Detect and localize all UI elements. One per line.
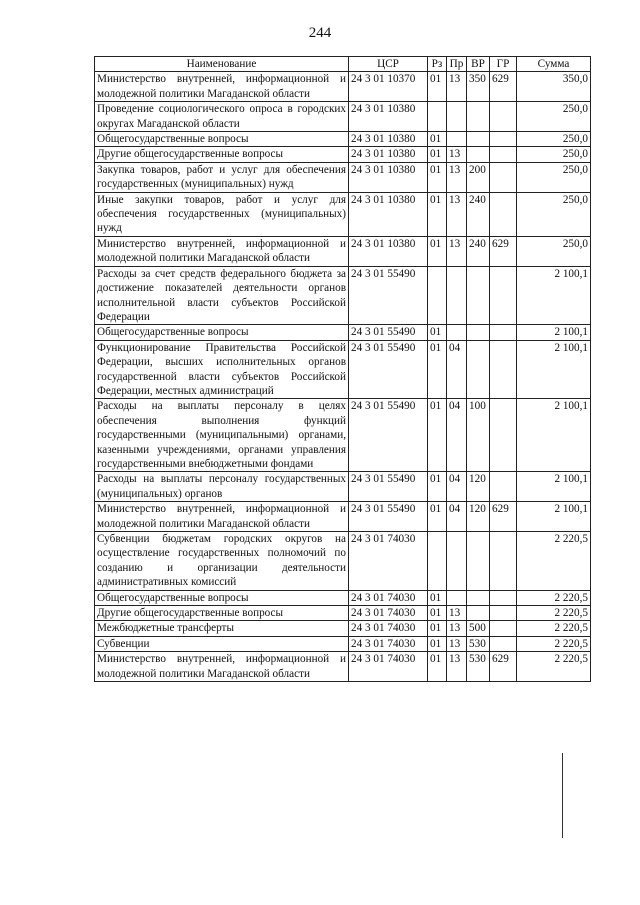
cell-rz: 01: [428, 472, 447, 502]
cell-vr: [467, 132, 490, 147]
table-row: [95, 340, 591, 399]
cell-gr: [490, 621, 517, 636]
table-row: [95, 606, 591, 621]
table-row: [95, 472, 591, 502]
table-body: [95, 72, 591, 682]
cell-csr: 24 3 01 55490: [349, 502, 428, 532]
cell-name: Общегосударственные вопросы: [95, 325, 349, 340]
cell-gr: [490, 532, 517, 591]
cell-sum: 2 220,5: [517, 606, 591, 621]
cell-gr: 629: [490, 502, 517, 532]
cell-rz: 01: [428, 502, 447, 532]
header-sum: Сумма: [517, 57, 591, 72]
table-row: [95, 266, 591, 325]
cell-gr: [490, 192, 517, 236]
table-row: [95, 325, 591, 340]
cell-rz: 01: [428, 606, 447, 621]
cell-gr: [490, 590, 517, 605]
cell-pr: 13: [447, 192, 467, 236]
cell-sum: 250,0: [517, 162, 591, 192]
cell-pr: 13: [447, 236, 467, 266]
cell-rz: 01: [428, 652, 447, 682]
cell-name: Другие общегосударственные вопросы: [95, 606, 349, 621]
header-csr: ЦСР: [349, 57, 428, 72]
cell-vr: [467, 590, 490, 605]
cell-vr: 120: [467, 502, 490, 532]
cell-csr: 24 3 01 10380: [349, 236, 428, 266]
cell-sum: 250,0: [517, 132, 591, 147]
table-row: [95, 399, 591, 472]
cell-vr: 350: [467, 72, 490, 102]
header-rz: Рз: [428, 57, 447, 72]
cell-csr: 24 3 01 55490: [349, 399, 428, 472]
header-gr: ГР: [490, 57, 517, 72]
cell-rz: 01: [428, 340, 447, 399]
cell-name: Министерство внутренней, информационной и молодежной политики Магаданской области: [95, 652, 349, 682]
cell-rz: [428, 102, 447, 132]
cell-vr: [467, 266, 490, 325]
cell-name: Расходы за счет средств федерального бюджета за достижение показателей деятельности органов исполнительной власти субъектов Российской Федерации: [95, 266, 349, 325]
cell-gr: [490, 472, 517, 502]
cell-csr: 24 3 01 74030: [349, 621, 428, 636]
table-row: [95, 532, 591, 591]
cell-sum: 250,0: [517, 236, 591, 266]
cell-sum: 350,0: [517, 72, 591, 102]
cell-vr: [467, 606, 490, 621]
table-row: [95, 132, 591, 147]
cell-rz: 01: [428, 236, 447, 266]
page-number: 244: [308, 25, 332, 41]
cell-vr: [467, 325, 490, 340]
table-row: [95, 72, 591, 102]
cell-sum: 2 220,5: [517, 652, 591, 682]
cell-pr: 13: [447, 636, 467, 651]
cell-csr: 24 3 01 74030: [349, 636, 428, 651]
cell-rz: 01: [428, 399, 447, 472]
cell-name: Министерство внутренней, информационной и молодежной политики Магаданской области: [95, 502, 349, 532]
cell-vr: 200: [467, 162, 490, 192]
cell-sum: 2 220,5: [517, 621, 591, 636]
cell-gr: [490, 636, 517, 651]
cell-name: Субвенции: [95, 636, 349, 651]
cell-csr: 24 3 01 55490: [349, 340, 428, 399]
cell-pr: 13: [447, 652, 467, 682]
cell-csr: 24 3 01 74030: [349, 652, 428, 682]
cell-gr: [490, 606, 517, 621]
cell-pr: 13: [447, 72, 467, 102]
cell-rz: 01: [428, 590, 447, 605]
cell-sum: 2 100,1: [517, 340, 591, 399]
cell-sum: 250,0: [517, 147, 591, 162]
cell-sum: 2 220,5: [517, 636, 591, 651]
table-row: [95, 147, 591, 162]
cell-name: Министерство внутренней, информационной и молодежной политики Магаданской области: [95, 236, 349, 266]
cell-gr: [490, 102, 517, 132]
cell-vr: [467, 340, 490, 399]
cell-sum: 250,0: [517, 102, 591, 132]
cell-rz: 01: [428, 162, 447, 192]
cell-sum: 2 100,1: [517, 472, 591, 502]
cell-gr: 629: [490, 72, 517, 102]
table-row: [95, 621, 591, 636]
cell-pr: 04: [447, 472, 467, 502]
cell-rz: [428, 266, 447, 325]
cell-csr: 24 3 01 10380: [349, 192, 428, 236]
table-row: [95, 162, 591, 192]
table-row: [95, 502, 591, 532]
cell-name: Общегосударственные вопросы: [95, 590, 349, 605]
cell-csr: 24 3 01 10370: [349, 72, 428, 102]
cell-pr: [447, 532, 467, 591]
cell-name: Другие общегосударственные вопросы: [95, 147, 349, 162]
cell-name: Иные закупки товаров, работ и услуг для обеспечения государственных (муниципальных) нужд: [95, 192, 349, 236]
cell-gr: [490, 399, 517, 472]
cell-name: Расходы на выплаты персоналу в целях обеспечения выполнения функций государственными (муниципальными) органами, казенными учреждениями, органами управления государственными внебюджетными фондами: [95, 399, 349, 472]
cell-pr: 04: [447, 399, 467, 472]
cell-csr: 24 3 01 10380: [349, 147, 428, 162]
cell-pr: [447, 266, 467, 325]
cell-rz: 01: [428, 621, 447, 636]
table-row: [95, 192, 591, 236]
cell-gr: [490, 340, 517, 399]
cell-gr: 629: [490, 652, 517, 682]
cell-rz: 01: [428, 636, 447, 651]
cell-sum: 2 220,5: [517, 590, 591, 605]
cell-gr: [490, 325, 517, 340]
cell-csr: 24 3 01 10380: [349, 132, 428, 147]
cell-pr: 04: [447, 502, 467, 532]
table-row: [95, 236, 591, 266]
cell-name: Субвенции бюджетам городских округов на осуществление государственных полномочий по созданию и организации деятельности административных комиссий: [95, 532, 349, 591]
table-row: [95, 102, 591, 132]
cell-gr: [490, 266, 517, 325]
table-row: [95, 652, 591, 682]
cell-csr: 24 3 01 74030: [349, 532, 428, 591]
cell-vr: [467, 102, 490, 132]
cell-csr: 24 3 01 10380: [349, 162, 428, 192]
cell-sum: 2 100,1: [517, 266, 591, 325]
cell-rz: [428, 532, 447, 591]
header-vr: ВР: [467, 57, 490, 72]
budget-table: [94, 56, 591, 682]
cell-pr: [447, 590, 467, 605]
cell-vr: 500: [467, 621, 490, 636]
header-pr: Пр: [447, 57, 467, 72]
cell-rz: 01: [428, 72, 447, 102]
cell-name: Министерство внутренней, информационной и молодежной политики Магаданской области: [95, 72, 349, 102]
cell-vr: [467, 147, 490, 162]
table-header-row: [95, 57, 591, 72]
cell-name: Межбюджетные трансферты: [95, 621, 349, 636]
cell-vr: 240: [467, 192, 490, 236]
cell-csr: 24 3 01 74030: [349, 590, 428, 605]
cell-sum: 2 220,5: [517, 532, 591, 591]
cell-pr: [447, 325, 467, 340]
cell-rz: 01: [428, 132, 447, 147]
cell-vr: 240: [467, 236, 490, 266]
cell-pr: 13: [447, 162, 467, 192]
cell-pr: 13: [447, 621, 467, 636]
cell-pr: [447, 132, 467, 147]
cell-sum: 250,0: [517, 192, 591, 236]
cell-vr: [467, 532, 490, 591]
cell-sum: 2 100,1: [517, 325, 591, 340]
cell-gr: [490, 147, 517, 162]
cell-rz: 01: [428, 192, 447, 236]
cell-pr: 13: [447, 147, 467, 162]
cell-name: Расходы на выплаты персоналу государственных (муниципальных) органов: [95, 472, 349, 502]
cell-name: Проведение социологического опроса в городских округах Магаданской области: [95, 102, 349, 132]
table-row: [95, 636, 591, 651]
cell-pr: 04: [447, 340, 467, 399]
cell-gr: [490, 162, 517, 192]
table-row: [95, 590, 591, 605]
cell-pr: 13: [447, 606, 467, 621]
cell-name: Закупка товаров, работ и услуг для обеспечения государственных (муниципальных) нужд: [95, 162, 349, 192]
cell-rz: 01: [428, 147, 447, 162]
cell-vr: 530: [467, 636, 490, 651]
cell-csr: 24 3 01 55490: [349, 266, 428, 325]
cell-csr: 24 3 01 10380: [349, 102, 428, 132]
cell-name: Функционирование Правительства Российской Федерации, высших исполнительных органов государственной власти субъектов Российской Федерации, местных администраций: [95, 340, 349, 399]
cell-vr: 100: [467, 399, 490, 472]
cell-csr: 24 3 01 74030: [349, 606, 428, 621]
cell-rz: 01: [428, 325, 447, 340]
cell-sum: 2 100,1: [517, 399, 591, 472]
cell-csr: 24 3 01 55490: [349, 325, 428, 340]
margin-mark: [562, 753, 563, 838]
cell-name: Общегосударственные вопросы: [95, 132, 349, 147]
header-name: Наименование: [95, 57, 349, 72]
cell-vr: 120: [467, 472, 490, 502]
cell-gr: [490, 132, 517, 147]
cell-sum: 2 100,1: [517, 502, 591, 532]
cell-vr: 530: [467, 652, 490, 682]
cell-csr: 24 3 01 55490: [349, 472, 428, 502]
cell-gr: 629: [490, 236, 517, 266]
cell-pr: [447, 102, 467, 132]
